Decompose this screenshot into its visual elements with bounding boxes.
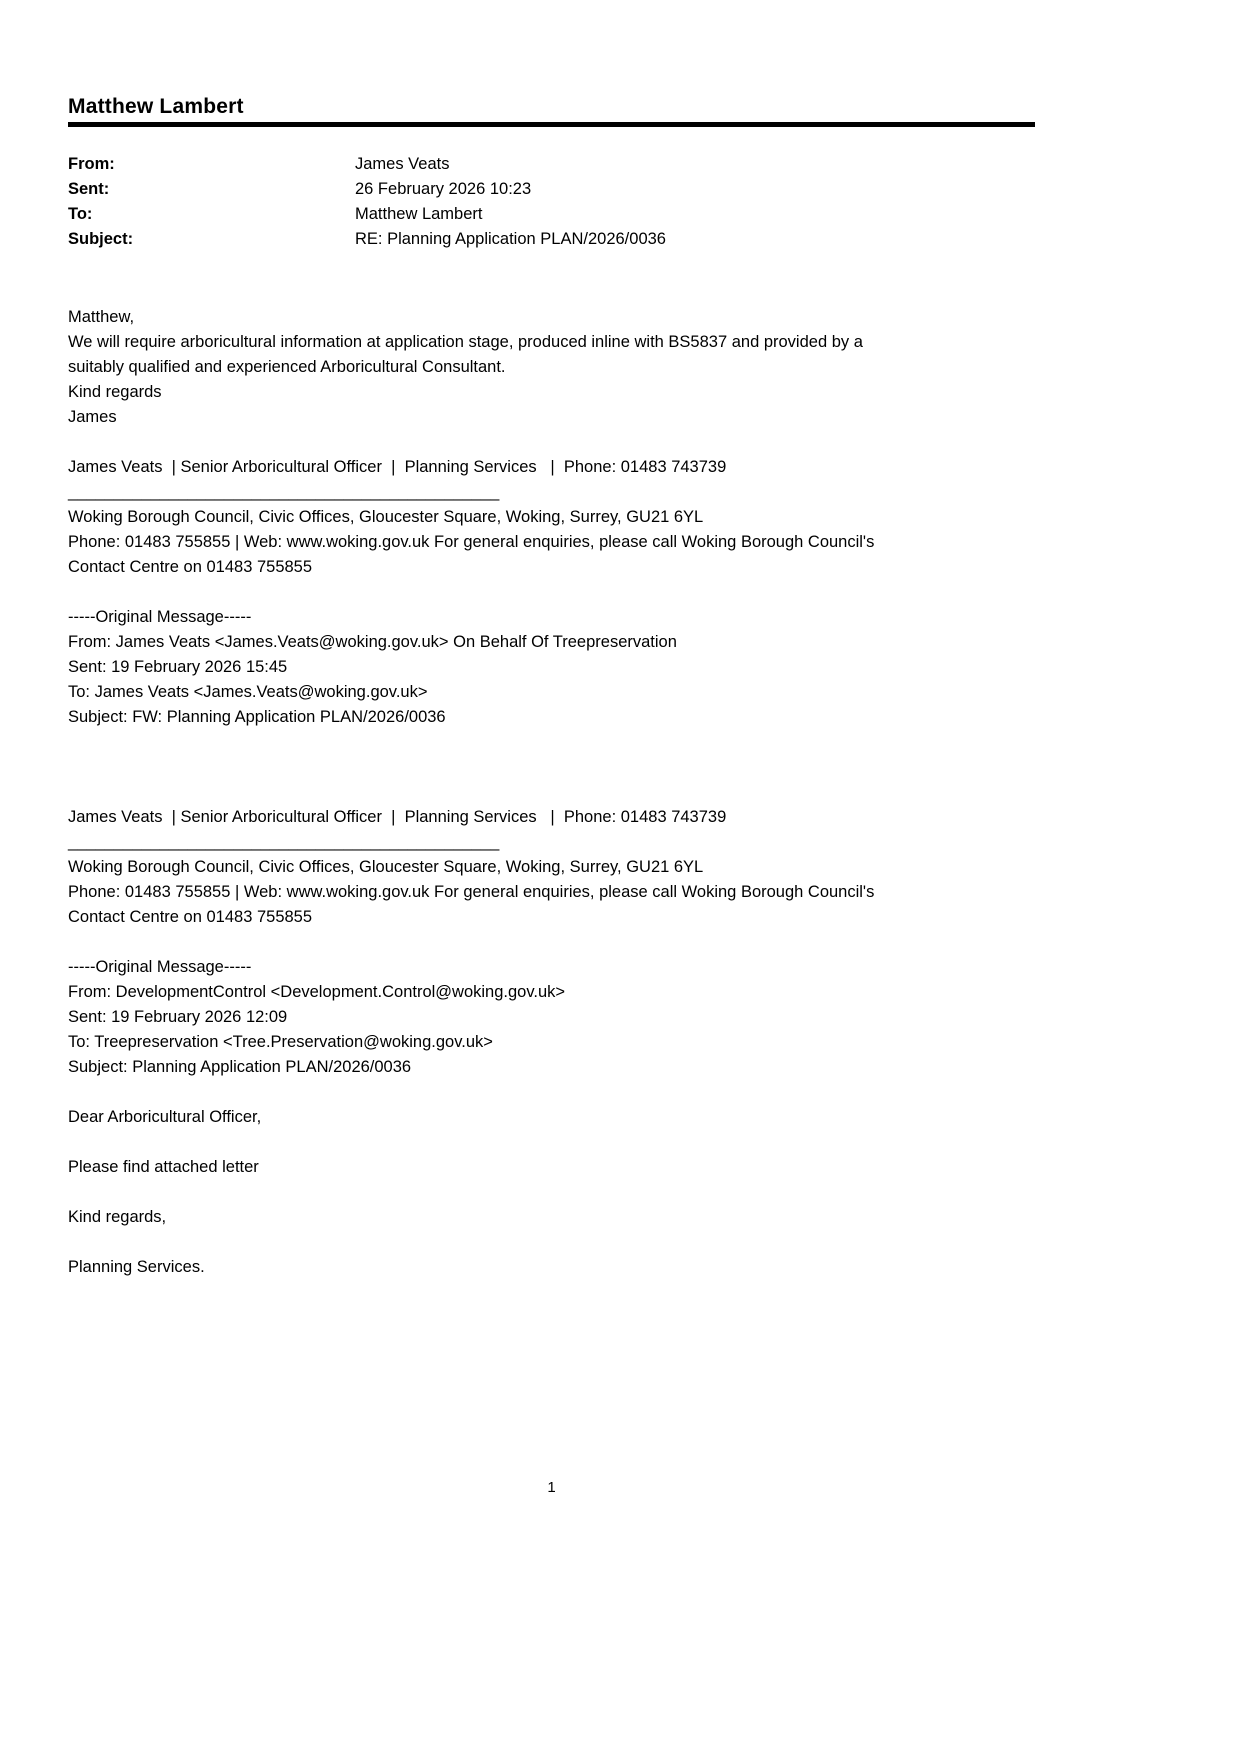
body-line [68,930,1035,955]
body-line [68,1130,1035,1155]
body-line: To: James Veats <James.Veats@woking.gov.uk> [68,683,428,701]
body-line: Contact Centre on 01483 755855 [68,558,313,576]
page-number: 1 [547,1479,556,1496]
body-line: Contact Centre on 01483 755855 [68,908,313,926]
body-line: From: DevelopmentControl <Development.Control@woking.gov.uk> [68,983,566,1001]
body-line: We will require arboricultural information at application stage, produced inline with BS5837 and provided by a [68,333,863,351]
body-line: _______________________________________________ [68,483,500,501]
body-line [68,755,1035,780]
body-line: Woking Borough Council, Civic Offices, Gloucester Square, Woking, Surrey, GU21 6YL [68,508,704,526]
header-row-sent [68,177,1035,202]
body-line: To: Treepreservation <Tree.Preservation@woking.gov.uk> [68,1033,493,1051]
body-line: Planning Services. [68,1258,205,1276]
body-line [68,580,1035,605]
body-line: Matthew, [68,308,135,326]
body-line: Kind regards [68,383,162,401]
page-title: Matthew Lambert [68,95,244,118]
body-line [68,1080,1035,1105]
from-value: James Veats [355,155,450,173]
body-line: Phone: 01483 755855 | Web: www.woking.gov.uk For general enquiries, please call Woking Borough Council's [68,883,875,901]
body-line: Sent: 19 February 2026 12:09 [68,1008,288,1026]
body-line: Subject: FW: Planning Application PLAN/2026/0036 [68,708,446,726]
title-divider [68,122,1035,127]
sent-label: Sent: [68,180,110,198]
to-label: To: [68,205,93,223]
body-line: Sent: 19 February 2026 15:45 [68,658,288,676]
page-content [68,0,1035,1280]
sent-value: 26 February 2026 10:23 [355,180,532,198]
body-line: Phone: 01483 755855 | Web: www.woking.gov.uk For general enquiries, please call Woking Borough Council's [68,533,875,551]
body-line [68,780,1035,805]
email-body [68,305,1035,1280]
body-line: From: James Veats <James.Veats@woking.gov.uk> On Behalf Of Treepreservation [68,633,677,651]
body-line [68,1180,1035,1205]
body-line: Please find attached letter [68,1158,259,1176]
body-line: _______________________________________________ [68,833,500,851]
body-line [68,430,1035,455]
body-line: Kind regards, [68,1208,167,1226]
from-label: From: [68,155,115,173]
to-value: Matthew Lambert [355,205,483,223]
body-line: James Veats | Senior Arboricultural Officer | Planning Services | Phone: 01483 743739 [68,808,727,826]
body-line [68,1230,1035,1255]
body-line: James Veats | Senior Arboricultural Officer | Planning Services | Phone: 01483 743739 [68,458,727,476]
body-line: suitably qualified and experienced Arboricultural Consultant. [68,358,506,376]
header-row-subject [68,227,1035,252]
header-row-to [68,202,1035,227]
body-line: -----Original Message----- [68,608,252,626]
body-line: James [68,408,117,426]
header-row-from [68,152,1035,177]
body-line: Dear Arboricultural Officer, [68,1108,262,1126]
body-line: Woking Borough Council, Civic Offices, Gloucester Square, Woking, Surrey, GU21 6YL [68,858,704,876]
body-line: -----Original Message----- [68,958,252,976]
subject-value: RE: Planning Application PLAN/2026/0036 [355,230,666,248]
body-line: Subject: Planning Application PLAN/2026/0036 [68,1058,412,1076]
body-line [68,730,1035,755]
subject-label: Subject: [68,230,134,248]
email-header [68,152,1035,252]
